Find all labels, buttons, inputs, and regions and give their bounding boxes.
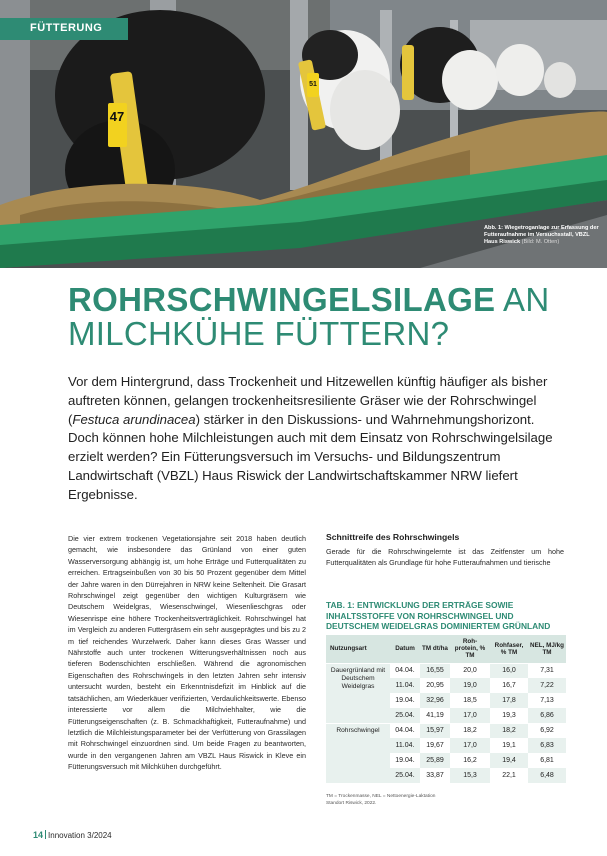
table-cell: 15,3 [450,768,490,783]
table-cell: 41,19 [426,711,444,719]
article-title-rest: AN [495,281,550,318]
yield-table [326,635,566,783]
table-cell: 25,89 [420,753,450,768]
table-cell: 17,0 [450,738,490,753]
table-cell: 16,7 [502,682,516,690]
article-lead [68,373,568,505]
body-column-left: Die vier extrem trockenen Vegetationsjahre seit 2018 haben deutlich gemacht, wie insbesondere das Grünland von einer guten Wasserversorgung abhängig ist, um hohe Erträge und Futterqualitäten zu erreichen. Ertragseinbußen von 30 bis 50 Prozent gegenüber dem Mittel der Jahre waren in den Dürrejahren in NRW keine Seltenheit. Die Grasart Rohrschwingel zeigt gegenüber den wichtigen Kulturgräsern wie Deutschem Weidelgras, Wiesenschwingel, Wiesenlieschgras oder Wiesenrispe eine höhere Trockenheitsverträglichkeit. Rohrschwingel hat im Vergleich zu anderen Futtergräsern ein sehr ausgeprägtes und bis zu 2 m tief reichendes Wurzelwerk. Daher kann dieses Gras Wasser und Nährstoffe auch unter trockenen Witterungsverhältnissen noch aus tieferen Bodenschichten erschließen. Während die agronomischen Eigenschaften des Rohrschwingels in den letzten Jahren sehr intensiv untersucht wurden, besteht ein Erkenntnisdefizit im Hinblick auf die tatsächlichen, am Wiederkäuer verifizierten, Verdaulichkeitswerte. Ebenso interessierte vor allem die Milchviehhalter, wie die Fütterungseigenschaften (z. B. Schmackhaftigkeit, Futteraufnahme) und letztlich die Milchleistungsparameter bei der Verfütterung von Grassilagen mit Rohrschwingel einzuordnen sind. Um beide Fragen zu beantworten, wurde in den vergangenen Jahren am VBZL Haus Riswick in Kleve ein Fütterungsversuch mit Milchkühen durchgeführt. [68,534,306,772]
table-cell: 17,0 [450,708,490,723]
table-header-cell: Datum [390,635,420,663]
body-column-right: Gerade für die Rohrschwingelernte ist das Zeitfenster um hohe Futterqualitäten als Grundlage für hohe Futteraufnahmen und tierische [326,547,564,568]
table-cell: 15,97 [420,723,450,738]
table-cell: 7,13 [540,697,554,705]
section-tag [0,18,128,40]
table-footnote-line1: TM = Trockenmasse, NEL = Nettoenergie-Laktation [326,794,436,799]
table-cell: 6,86 [528,708,566,723]
page-footer [33,830,112,840]
table-group-label: Dauergrünland mit Deutschem Weidelgras [326,663,390,723]
table-cell: 20,0 [463,667,477,675]
table-cell: 19,1 [502,742,516,750]
article-title-bold: ROHRSCHWINGELSILAGE [68,281,496,318]
lead-text-part2: ) stärker in den Diskussions- und Wahrnehmungshorizont. Doch können hohe Milchleistungen auch mit dem Einsatz von Rohrschwingelsilage erzielt werden? Ein Fütterungsversuch im Versuchs- und Bildungszentrum Landwirtschaft (VBZL) Haus Riswick der Landwirtschaftskammer NRW liefert Ergebnisse. [68,411,553,502]
publication-name: Innovation 3/2024 [48,831,112,840]
table-cell: 6,81 [540,757,554,765]
table-header-cell: Nutzungsart [326,635,390,663]
table-cell: 11.04. [390,678,420,693]
table-cell: 04.04. [395,667,415,675]
section-tag-label: FÜTTERUNG [30,22,103,34]
ear-tag-47-top: 47 [109,109,125,124]
footer-divider [45,830,46,839]
article-title-line1 [68,282,549,318]
table-cell: 19,67 [426,742,444,750]
table-cell: 16,55 [420,663,450,678]
table-cell: 19.04. [395,757,415,765]
photo-credit: (Bild: M. Otten) [521,239,560,245]
table-row [326,663,566,678]
table-header-row [326,635,566,663]
table-cell: 16,2 [463,757,477,765]
table-cell: 7,22 [528,678,566,693]
table-cell: 11.04. [390,738,420,753]
table-cell: 20,95 [426,682,444,690]
table-title: TAB. 1: ENTWICKLUNG DER ERTRÄGE SOWIE INHALTSSTOFFE VON ROHRSCHWINGEL UND DEUTSCHEM WEIDELGRAS DOMINIERTEM GRÜNLAND [326,600,551,632]
article-title-line2: MILCHKÜHE FÜTTERN? [68,315,450,352]
table-cell: 19,3 [502,711,516,719]
table-cell: 19,0 [450,678,490,693]
table-header-cell: NEL, MJ/kg TM [528,635,566,663]
table-cell: 32,96 [420,693,450,708]
table-cell: 22,1 [502,772,516,780]
ear-tag-51: 51 [309,81,317,88]
photo-caption [484,225,604,246]
section-subheading: Schnittreife des Rohrschwingels [326,532,460,542]
table-cell: 25.04. [390,708,420,723]
table-cell: 18,2 [490,723,528,738]
table-header-cell: TM dt/ha [420,635,450,663]
table-cell: 18,2 [450,723,490,738]
table-footnote [326,794,566,807]
table-cell: 17,8 [490,693,528,708]
table-cell: 7,31 [540,667,554,675]
table-cell: 16,0 [490,663,528,678]
table-cell: 6,83 [528,738,566,753]
table-header-cell: Rohfaser, % TM [490,635,528,663]
table-cell: 6,48 [528,768,566,783]
page-number: 14 [33,830,44,840]
table-cell: 18,5 [463,697,477,705]
table-header-cell: Roh-protein, % TM [450,635,490,663]
table-cell: 04.04. [390,723,420,738]
table-group-label: Rohrschwingel [326,723,390,783]
table-cell: 25.04. [390,768,420,783]
lead-text-part1: Vor dem Hintergrund, dass Trockenheit und Hitzewellen künftig häufiger als bisher auftreten können, gelangen trockenheitsresiliente Gräser wie der Rohrschwingel ( [68,374,548,427]
lead-latin-name: Festuca arundinacea [72,411,196,427]
hero-photo [0,0,607,268]
table-cell: 6,92 [528,723,566,738]
table-cell: 19.04. [395,697,415,705]
photo-caption-text: Abb. 1: Wiegetroganlage zur Erfassung der Futteraufnahme im Versuchsstall, VBZL Haus Riswick [484,225,599,245]
table-footnote-line2: Standort Riswick, 2022. [326,800,377,806]
table-cell: 33,87 [426,772,444,780]
table-cell: 19,4 [490,753,528,768]
table-row [326,723,566,738]
